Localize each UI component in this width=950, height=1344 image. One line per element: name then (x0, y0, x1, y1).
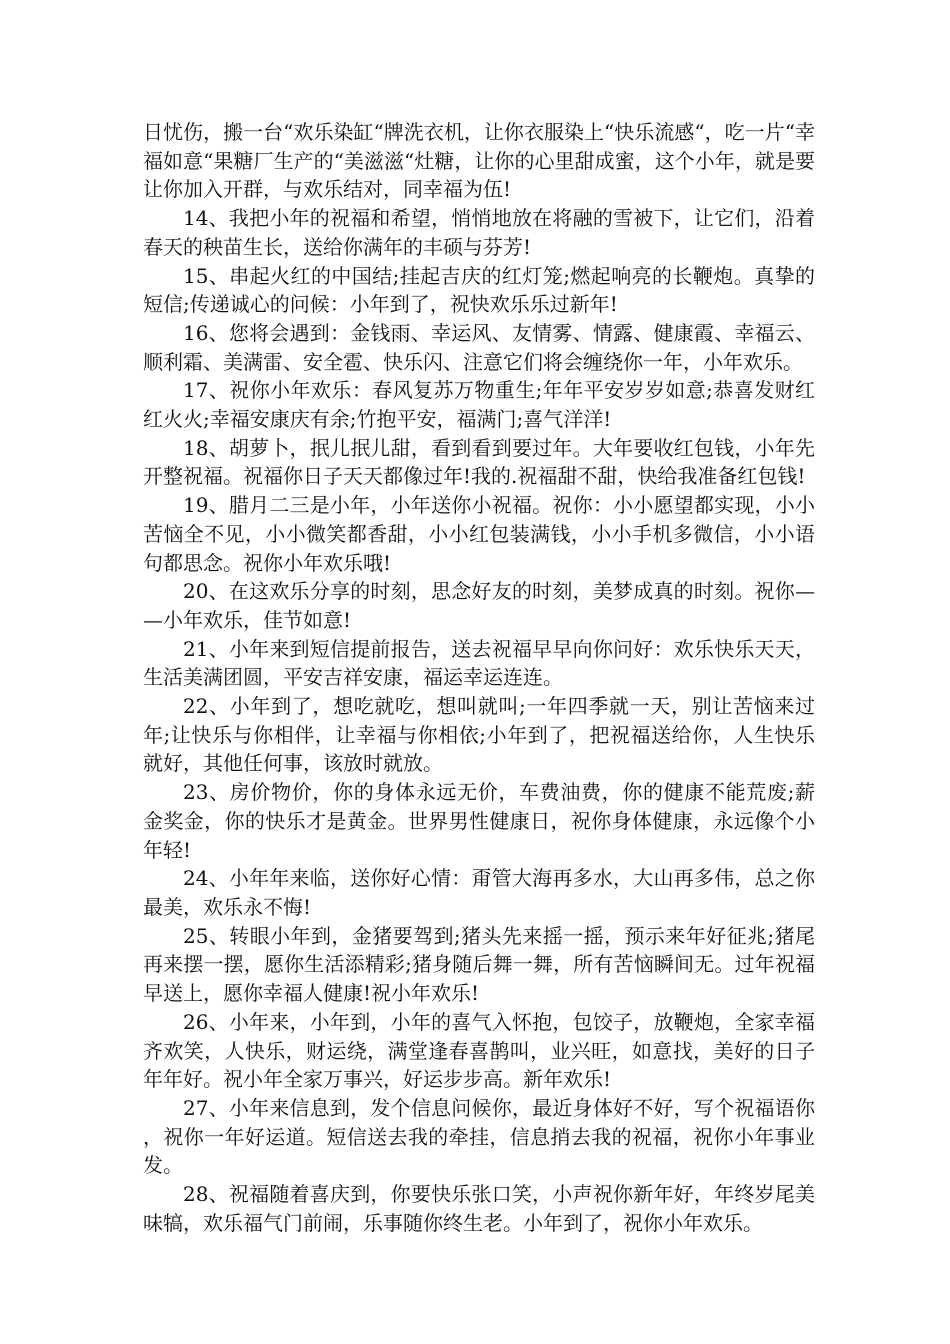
paragraph-15: 15、串起火红的中国结;挂起吉庆的红灯笼;燃起响亮的长鞭炮。真挚的短信;传递诚心的问候：小年到了，祝快欢乐乐过新年! (143, 263, 815, 317)
document-body (143, 118, 815, 1237)
paragraph-28: 28、祝福随着喜庆到，你要快乐张口笑，小声祝你新年好，年终岁尾美味犒，欢乐福气门前闹，乐事随你终生老。小年到了，祝你小年欢乐。 (143, 1182, 815, 1235)
paragraph-22: 22、小年到了，想吃就吃，想叫就叫;一年四季就一天，别让苦恼来过年;让快乐与你相伴，让幸福与你相依;小年到了，把祝福送给你，人生快乐就好，其他任何事，该放时就放。 (143, 694, 815, 776)
paragraph-continued: 日忧伤，搬一台“欢乐染缸“牌洗衣机，让你衣服染上“快乐流感“，吃一片“幸福如意“果糖厂生产的“美滋滋“灶糖，让你的心里甜成蜜，这个小年，就是要让你加入开群，与欢乐结对，同幸福为伍! (143, 120, 815, 202)
paragraph-25: 25、转眼小年到，金猪要驾到;猪头先来摇一摇，预示来年好征兆;猪尾再来摆一摆，愿你生活添精彩;猪身随后舞一舞，所有苦恼瞬间无。过年祝福早送上，愿你幸福人健康!祝小年欢乐! (143, 923, 815, 1006)
paragraph-17: 17、祝你小年欢乐：春风复苏万物重生;年年平安岁岁如意;恭喜发财红红火火;幸福安康庆有余;竹抱平安，福满门;喜气洋洋! (143, 378, 815, 432)
paragraph-24: 24、小年年来临，送你好心情：甭管大海再多水，大山再多伟，总之你最美，欢乐永不悔! (143, 866, 815, 919)
paragraph-19: 19、腊月二三是小年，小年送你小祝福。祝你：小小愿望都实现，小小苦恼全不见，小小微笑都香甜，小小红包装满钱，小小手机多微信，小小语句都思念。祝你小年欢乐哦! (143, 493, 815, 575)
paragraph-26: 26、小年来，小年到，小年的喜气入怀抱，包饺子，放鞭炮，全家幸福齐欢笑，人快乐，财运绕，满堂逢春喜鹊叫，业兴旺，如意找，美好的日子年年好。祝小年全家万事兴，好运步步高。新年欢乐! (143, 1009, 815, 1092)
paragraph-14: 14、我把小年的祝福和希望，悄悄地放在将融的雪被下，让它们，沿着春天的秧苗生长，送给你满年的丰硕与芬芳! (143, 206, 815, 259)
paragraph-16: 16、您将会遇到：金钱雨、幸运风、友情雾、情露、健康霞、幸福云、顺利霜、美满雷、安全雹、快乐闪、注意它们将会缠绕你一年，小年欢乐。 (143, 320, 815, 374)
paragraph-21: 21、小年来到短信提前报告，送去祝福早早向你问好：欢乐快乐天天，生活美满团圆，平安吉祥安康，福运幸运连连。 (143, 636, 815, 690)
paragraph-20: 20、在这欢乐分享的时刻，思念好友的时刻，美梦成真的时刻。祝你——小年欢乐，佳节如意! (143, 579, 815, 632)
paragraph-23: 23、房价物价，你的身体永远无价，车费油费，你的健康不能荒废;薪金奖金，你的快乐才是黄金。世界男性健康日，祝你身体健康，永远像个小年轻! (143, 780, 815, 862)
paragraph-18: 18、胡萝卜，抿儿抿儿甜，看到看到要过年。大年要收红包钱，小年先开整祝福。祝福你日子天天都像过年!我的.祝福甜不甜，快给我准备红包钱! (143, 435, 815, 489)
paragraph-27: 27、小年来信息到，发个信息问候你，最近身体好不好，写个祝福语你，祝你一年好运道。短信送去我的牵挂，信息捎去我的祝福，祝你小年事业发。 (143, 1095, 815, 1178)
